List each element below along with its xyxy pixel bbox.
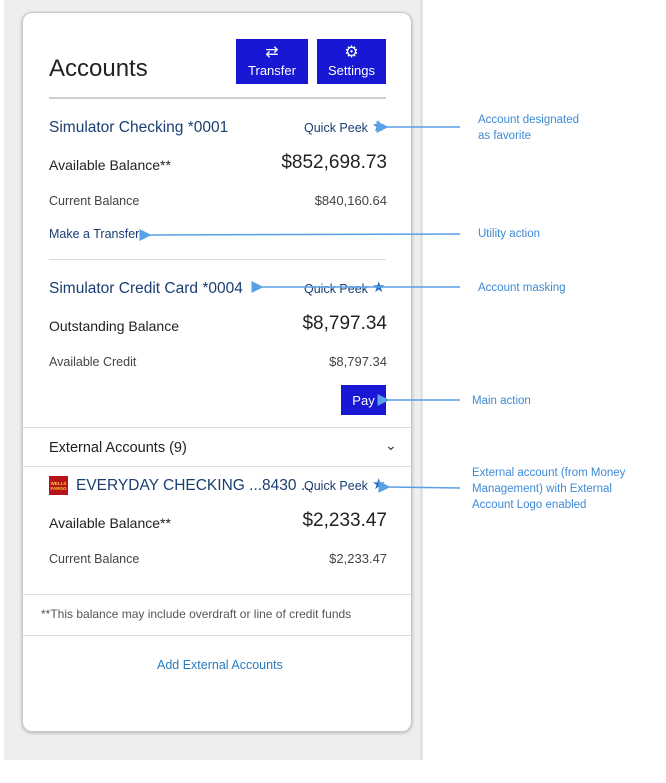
external-accounts-header[interactable]: External Accounts (9) [49,440,187,456]
available-balance-value: $852,698.73 [281,152,387,173]
add-external-accounts-link[interactable]: Add External Accounts [157,658,283,672]
account-name-checking[interactable]: Simulator Checking *0001 [49,119,229,136]
logo-text-line: FARGO [50,485,67,491]
callout-main: Main action [472,395,531,407]
arrow-external [389,487,460,488]
star-icon[interactable]: ★ [372,118,386,135]
swap-arrows-icon: ⇄ [265,44,279,61]
current-balance-label: Current Balance [49,194,140,208]
settings-button-label: Settings [328,63,375,78]
pay-button[interactable]: Pay [341,385,386,415]
current-balance-value: $2,233.47 [329,551,387,566]
chevron-down-icon[interactable]: ⌄ [385,437,397,453]
account-name-credit-card[interactable]: Simulator Credit Card *0004 [49,280,243,297]
callout-favorite-line: as favorite [478,130,532,142]
arrow-utility [150,234,460,235]
outstanding-balance-value: $8,797.34 [302,313,387,334]
outstanding-balance-label: Outstanding Balance [49,318,179,334]
star-icon[interactable]: ★ [372,279,386,296]
callout-utility: Utility action [478,228,540,240]
available-credit-value: $8,797.34 [329,354,387,369]
available-balance-label: Available Balance** [49,157,171,173]
make-transfer-link[interactable]: Make a Transfer [49,227,140,241]
callout-external [472,465,625,513]
page-title: Accounts [49,55,148,82]
current-balance-label: Current Balance [49,552,140,566]
callout-external-line: Account Logo enabled [472,499,587,511]
callout-favorite-line: Account designated [478,114,580,126]
quick-peek-link[interactable]: Quick Peek [304,479,368,493]
callout-favorite [478,112,579,144]
available-balance-value: $2,233.47 [302,510,387,531]
star-icon[interactable]: ★ [372,476,386,493]
available-balance-label: Available Balance** [49,515,171,531]
current-balance-value: $840,160.64 [314,193,387,208]
callout-masking: Account masking [478,282,566,294]
quick-peek-link[interactable]: Quick Peek [304,121,368,135]
callout-external-line: External account (from Money [472,467,626,479]
callout-external-line: Management) with External [472,483,612,495]
balance-footnote: **This balance may include overdraft or line of credit funds [41,607,352,621]
account-name-external[interactable]: EVERYDAY CHECKING ...8430 ... [76,477,314,494]
available-credit-label: Available Credit [49,355,137,369]
gear-icon: ⚙ [344,44,359,61]
logo-text-line: WELLS [50,480,67,486]
quick-peek-link[interactable]: Quick Peek [304,282,368,296]
transfer-button-label: Transfer [248,63,296,78]
